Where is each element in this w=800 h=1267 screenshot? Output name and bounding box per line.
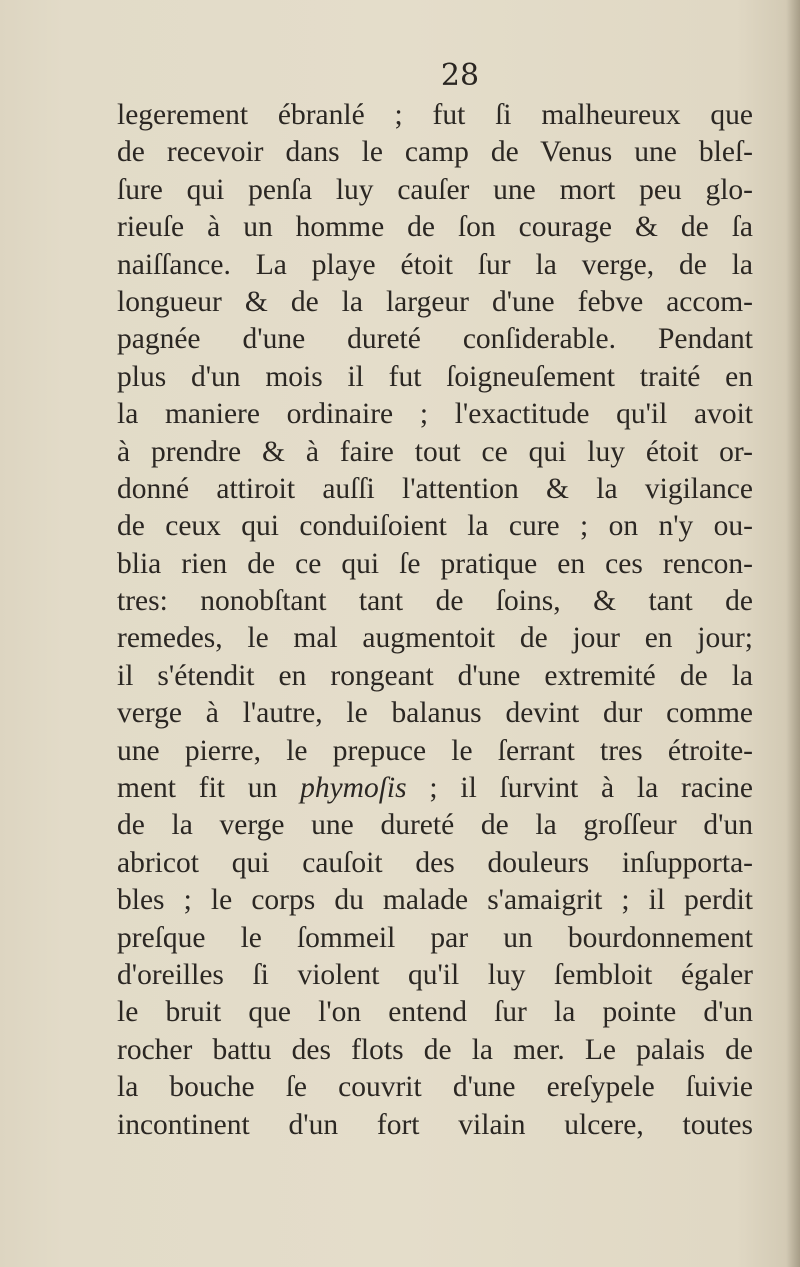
text-line: blia rien de ce qui ſe pratique en ces rencon- [117,547,753,580]
text-line: rieuſe à un homme de ſon courage & de ſa [117,211,753,244]
text-line: abricot qui cauſoit des douleurs inſupporta- [117,846,753,879]
text-line: naiſſance. La playe étoit ſur la verge, de la [117,248,753,281]
text-line: incontinent d'un fort vilain ulcere, toutes [117,1108,753,1141]
text-line: pagnée d'une dureté conſiderable. Pendant [117,323,753,356]
text-line: de ceux qui conduiſoient la cure ; on n'y ou- [117,510,753,543]
text-line: de la verge une dureté de la groſſeur d'un [117,809,753,842]
text-line: il s'étendit en rongeant d'une extremité de la [117,659,753,692]
text-line: longueur & de la largeur d'une febve accom- [117,285,753,318]
text-line: legerement ébranlé ; fut ſi malheureux que [117,99,753,131]
text-line: le bruit que l'on entend ſur la pointe d'un [117,996,753,1029]
text-line: donné attiroit auſſi l'attention & la vigilance [117,472,753,505]
text-line: de recevoir dans le camp de Venus une bleſ- [117,136,753,169]
line-segment: ment fit un [117,772,278,805]
text-line: verge à l'autre, le balanus devint dur comme [117,697,753,730]
page-number: 28 [440,58,480,93]
text-line: bles ; le corps du malade s'amaigrit ; il perdit [117,884,753,917]
line-segment: ; il ſurvint à la racine [429,772,753,805]
body-text [117,97,753,1144]
text-line: rocher battu des flots de la mer. Le palais de [117,1033,753,1066]
text-line: plus d'un mois il fut ſoigneuſement traité en [117,360,753,393]
text-line: tres: nonobſtant tant de ſoins, & tant de [117,585,753,618]
text-line: à prendre & à faire tout ce qui luy étoit or- [117,435,753,468]
text-line: d'oreilles ſi violent qu'il luy ſembloit égaler [117,958,753,991]
text-line: remedes, le mal augmentoit de jour en jour; [117,622,753,655]
text-line: une pierre, le prepuce le ſerrant tres étroite- [117,734,753,767]
text-line: preſque le ſommeil par un bourdonnement [117,921,753,954]
text-line-with-italic [117,770,753,807]
text-line: ſure qui penſa luy cauſer une mort peu glo- [117,173,753,206]
page-gutter-shadow [786,0,800,1267]
text-line: la bouche ſe couvrit d'une ereſypele ſuivie [117,1071,753,1104]
italic-term: phymoſis [300,772,407,805]
text-line: la maniere ordinaire ; l'exactitude qu'il avoit [117,398,753,431]
